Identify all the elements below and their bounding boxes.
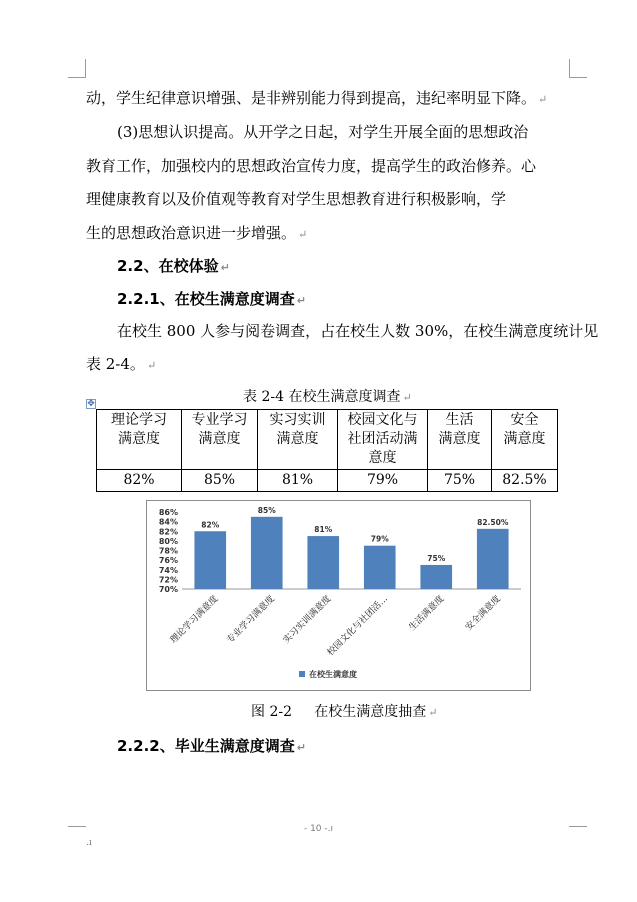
table-caption-text: 表 2-4 在校生满意度调查 xyxy=(243,389,401,405)
header-text: 满意度 xyxy=(276,431,319,447)
paragraph-mark-icon: ↵ xyxy=(402,391,412,404)
paragraph-mark-icon: ↵ xyxy=(146,359,157,372)
header-text: 专业学习 xyxy=(191,412,248,428)
header-text: 满意度 xyxy=(198,431,241,447)
paragraph-text: 生的思想政治意识进一步增强。 xyxy=(86,224,297,242)
paragraph-line xyxy=(86,155,536,176)
subsection-heading-text: 2.2.1、在校生满意度调查 xyxy=(117,290,295,308)
legend-label: 在校生满意度 xyxy=(309,670,357,679)
bar xyxy=(194,531,226,589)
table-value-cell: 75% xyxy=(428,470,492,492)
paragraph-line xyxy=(117,121,528,142)
data-label: 81% xyxy=(314,525,333,535)
data-label: 79% xyxy=(370,534,389,544)
paragraph-text: 教育工作，加强校内的思想政治宣传力度，提高学生的政治修养。心 xyxy=(86,157,537,175)
section-heading xyxy=(117,255,230,276)
header-text: 实习实训 xyxy=(269,412,326,428)
y-tick-label: 80% xyxy=(158,536,178,546)
subsection-heading-text: 2.2.2、毕业生满意度调查 xyxy=(117,737,295,755)
page-number: - 10 -.ı xyxy=(303,824,334,834)
section-heading-text: 2.2、在校体验 xyxy=(117,257,219,275)
header-text: 生活 xyxy=(445,412,474,428)
category-label: 安全满意度 xyxy=(463,594,503,633)
header-text: 意度 xyxy=(368,450,397,466)
category-label: 实习实训满意度 xyxy=(281,594,334,646)
survey-paragraph-line xyxy=(117,320,598,341)
table-value-cell: 79% xyxy=(338,470,428,492)
bar xyxy=(251,517,283,589)
table-move-handle-icon[interactable]: ✥ xyxy=(87,399,95,409)
y-tick-label: 84% xyxy=(158,517,178,527)
table-header-cell xyxy=(492,410,558,470)
crop-mark xyxy=(569,59,570,78)
paragraph-mark-icon: ↵ xyxy=(296,294,306,307)
category-label: 校园文化与社团活... xyxy=(325,594,390,659)
category-label: 生活满意度 xyxy=(407,594,447,633)
survey-text: 表 2-4。 xyxy=(86,355,145,373)
data-label: 85% xyxy=(257,505,276,515)
table-caption xyxy=(243,386,412,406)
header-text: 安全 xyxy=(510,412,539,428)
table-header-row xyxy=(97,410,558,470)
y-tick-label: 78% xyxy=(158,546,178,556)
category-label: 理论学习满意度 xyxy=(168,594,221,646)
header-text: 满意度 xyxy=(118,431,160,447)
figure-caption xyxy=(251,701,437,721)
header-text: 校园文化与 xyxy=(347,412,418,428)
y-tick-label: 70% xyxy=(158,585,178,594)
y-tick-label: 72% xyxy=(158,575,178,585)
category-label: 专业学习满意度 xyxy=(225,594,277,646)
table-value-cell: 82.5% xyxy=(492,470,558,492)
y-tick-label: 86% xyxy=(158,508,178,517)
subsection-heading xyxy=(117,288,306,309)
table-header-cell xyxy=(182,410,258,470)
bar xyxy=(477,529,509,589)
bar xyxy=(420,565,452,589)
page-number-text: - 10 - xyxy=(303,824,328,834)
footer-paragraph-mark-icon: .ı xyxy=(86,838,92,848)
paragraph-text: 动，学生纪律意识增强、是非辨别能力得到提高，违纪率明显下降。 xyxy=(86,89,537,107)
data-label: 82.50% xyxy=(477,517,509,527)
paragraph-line xyxy=(86,222,307,243)
table-value-cell: 81% xyxy=(258,470,338,492)
crop-mark xyxy=(85,59,86,78)
bar xyxy=(307,536,339,589)
table-header-cell xyxy=(338,410,428,470)
legend-swatch xyxy=(299,671,305,677)
header-text: 满意度 xyxy=(438,431,481,447)
paragraph-mark-icon: ↵ xyxy=(538,93,548,106)
subsection-heading xyxy=(117,735,306,756)
bar-chart-svg xyxy=(147,501,530,690)
table-value-cell: 85% xyxy=(182,470,258,492)
paragraph-text: (3)思想认识提高。从开学之日起，对学生开展全面的思想政治 xyxy=(117,123,529,141)
paragraph-line xyxy=(86,188,506,209)
data-label: 82% xyxy=(201,520,220,530)
paragraph-mark-icon: ↵ xyxy=(298,228,308,241)
satisfaction-table xyxy=(96,409,558,492)
header-text: 理论学习 xyxy=(111,412,167,428)
bar xyxy=(364,546,396,589)
crop-mark xyxy=(569,77,587,78)
paragraph-mark-icon: ↵ xyxy=(296,741,306,754)
survey-paragraph-line xyxy=(86,353,156,374)
paragraph-mark-icon: ↵ xyxy=(428,706,438,719)
y-tick-label: 74% xyxy=(158,565,178,575)
paragraph-text: 理健康教育以及价值观等教育对学生思想教育进行积极影响，学 xyxy=(86,190,507,208)
figure-caption-text: 图 2-2 在校生满意度抽查 xyxy=(251,704,427,720)
paragraph-line xyxy=(86,87,547,108)
satisfaction-chart[interactable] xyxy=(146,500,531,691)
table-header-cell xyxy=(428,410,492,470)
table-header-cell xyxy=(258,410,338,470)
table-row xyxy=(97,470,558,492)
data-label: 75% xyxy=(427,553,446,563)
header-text: 满意度 xyxy=(503,431,546,447)
header-text: 社团活动满 xyxy=(347,431,418,447)
y-tick-label: 76% xyxy=(158,556,178,566)
table-value-cell: 82% xyxy=(97,470,182,492)
crop-mark xyxy=(68,77,86,78)
paragraph-mark-icon: ↵ xyxy=(220,261,230,274)
survey-text: 在校生 800 人参与阅卷调查，占在校生人数 30%，在校生满意度统计见 xyxy=(117,322,599,340)
table-header-cell xyxy=(97,410,182,470)
y-tick-label: 82% xyxy=(158,527,178,537)
